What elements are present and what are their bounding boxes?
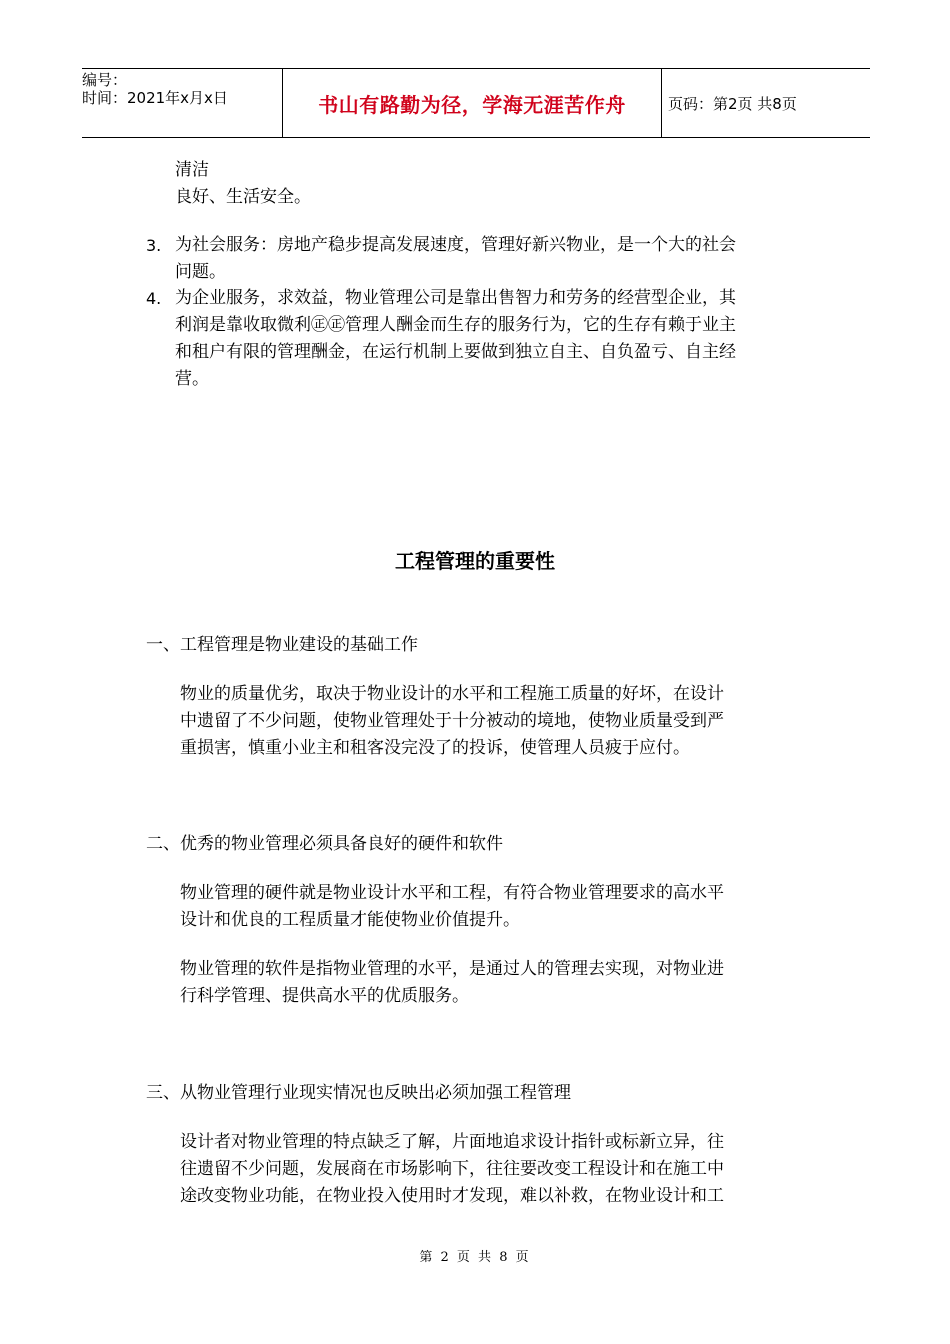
text-line: 良好、生活安全。	[175, 187, 311, 207]
section-heading: 一、工程管理是物业建设的基础工作	[146, 635, 418, 655]
section-title: 工程管理的重要性	[395, 549, 555, 573]
paragraph-line: 设计者对物业管理的特点缺乏了解，片面地追求设计指针或标新立异，往	[180, 1132, 724, 1152]
document-header	[82, 68, 870, 138]
list-item-line: 问题。	[175, 262, 226, 282]
header-page-number: 页码：第2页 共8页	[668, 94, 797, 113]
page-footer: 第 2 页 共 8 页	[419, 1250, 531, 1265]
paragraph-line: 往遗留不少问题，发展商在市场影响下，往往要改变工程设计和在施工中	[180, 1159, 724, 1179]
paragraph-line: 物业的质量优劣，取决于物业设计的水平和工程施工质量的好坏，在设计	[180, 684, 724, 704]
list-item-line: 营。	[175, 369, 209, 389]
paragraph-line: 重损害，慎重小业主和租客没完没了的投诉，使管理人员疲于应付。	[180, 738, 690, 758]
section-heading: 三、从物业管理行业现实情况也反映出必须加强工程管理	[146, 1083, 571, 1103]
paragraph-line: 设计和优良的工程质量才能使物业价值提升。	[180, 910, 520, 930]
list-number: 3.	[146, 236, 162, 255]
list-number: 4.	[146, 289, 162, 308]
paragraph-line: 途改变物业功能，在物业投入使用时才发现，难以补救，在物业设计和工	[180, 1186, 724, 1206]
paragraph-line: 中遗留了不少问题，使物业管理处于十分被动的境地，使物业质量受到严	[180, 711, 724, 731]
section-heading: 二、优秀的物业管理必须具备良好的硬件和软件	[146, 834, 503, 854]
text-line: 清洁	[175, 160, 209, 180]
paragraph-line: 物业管理的硬件就是物业设计水平和工程，有符合物业管理要求的高水平	[180, 883, 724, 903]
document-time: 时间：2021年x月x日	[82, 89, 228, 107]
header-page-cell	[662, 69, 870, 137]
list-item-line: 和租户有限的管理酬金，在运行机制上要做到独立自主、自负盈亏、自主经	[175, 342, 736, 362]
document-code: 编号：	[82, 71, 128, 89]
header-meta	[82, 69, 282, 137]
header-motto-cell	[282, 69, 662, 137]
list-item-line: 为企业服务，求效益，物业管理公司是靠出售智力和劳务的经营型企业，其	[175, 288, 736, 308]
paragraph-line: 行科学管理、提供高水平的优质服务。	[180, 986, 469, 1006]
header-motto: 书山有路勤为径，学海无涯苦作舟	[318, 92, 626, 117]
list-item-line: 为社会服务：房地产稳步提高发展速度，管理好新兴物业，是一个大的社会	[175, 235, 736, 255]
paragraph-line: 物业管理的软件是指物业管理的水平，是通过人的管理去实现，对物业进	[180, 959, 724, 979]
list-item-line: 利润是靠收取微利㊣㊣管理人酬金而生存的服务行为，它的生存有赖于业主	[175, 315, 736, 335]
